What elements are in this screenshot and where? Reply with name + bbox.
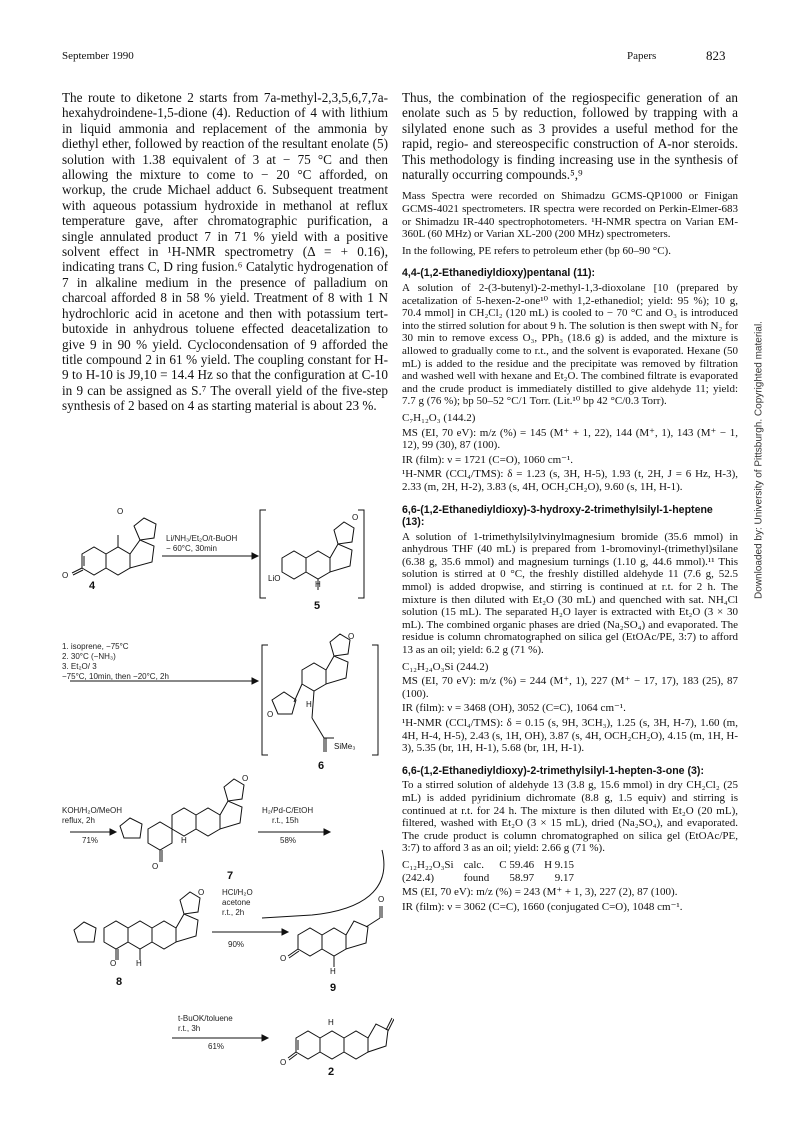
procedure-11: A solution of 2-(3-butenyl)-2-methyl-1,3-dioxolane [10 (prepared by acetalization of 5-hexen-2-one¹⁰ with 1,2-ethanediol; yield: 95 %); 10 g, 70.4 mmol] in CH₂Cl₂ (120 mL) is cooled to − 70 °C and O₃ is introduced into the stirred solution for about 9 h. The solution is then swept with N₂ for 30 min to remove excess O₃, PPh₃ (18.6 g) is added, and the mixture is allowed to gradually come to r.t., and the solvent is evaporated. Hexane (50 mL) is added to the residue and the precipitate was removed by filtration and washed well with hexane and Et₂O. The combined filtrate is evaporated and the crude product is immediately distilled to give aldehyde 11; yield: 7.7 g (76 %); bp 50–52 °C/1 Torr. (Lit.¹⁰ bp 42 °C/0.3 Torr). xyxy=(402,282,738,408)
arrowhead-4 xyxy=(324,829,330,835)
compound-4-label: 4 xyxy=(89,580,96,592)
reagent-step4b: r.t., 15h xyxy=(272,816,299,825)
yield-step3: 71% xyxy=(82,836,99,845)
right-column xyxy=(402,90,738,915)
anal-mw: (242.4) xyxy=(402,871,435,884)
c-calc: C 59.46 xyxy=(499,858,535,871)
yield-step6: 61% xyxy=(208,1042,225,1051)
download-watermark xyxy=(752,240,766,680)
section-heading-3: 6,6-(1,2-Ethanediyldioxy)-2-trimethylsilyl-1-hepten-3-one (3): xyxy=(402,764,704,777)
reagent-step2a: 1. isoprene, −75°C xyxy=(62,642,129,651)
o-label-7: O xyxy=(242,774,249,783)
conclusion-paragraph: Thus, the combination of the regiospecific generation of an enolate such as 5 by reduction, followed by trapping with a silylated enone such as 3 provides a useful method for the rapid, regio- and stereospecific construction of A-nor steroids. This methodology is finding increasing use in the synthesis of naturally occurring compounds.⁵,⁹ xyxy=(402,90,738,183)
h-label-5: H xyxy=(315,580,321,589)
o-label-8a: O xyxy=(198,888,205,897)
reagent-step5c: r.t., 2h xyxy=(222,908,245,917)
o-label-9b: O xyxy=(280,954,287,963)
reagent-step2d: −75°C, 10min, then −20°C, 2h xyxy=(62,672,169,681)
arrowhead-5 xyxy=(282,929,288,935)
arrowhead-1 xyxy=(252,553,258,559)
o-label-4a: O xyxy=(117,507,124,516)
reagent-step5b: acetone xyxy=(222,898,251,907)
structure-2 xyxy=(288,1018,394,1060)
yield-step4: 58% xyxy=(280,836,297,845)
procedure-3: To a stirred solution of aldehyde 13 (3.8 g, 15.6 mmol) in dry CH₂Cl₂ (25 mL) is added pyridinium dichromate (8.8 g, 1.5 equiv) and stirring is continued at r.t. for 24 h. The mixture is then diluted with Et₂O (20 mL), filtered, washed with Et₂O (3 × 15 mL), dried (Na₂SO₄), and evaporated. The crude product is column chromatographed on silica gel (EtOAc/PE, 3:7) to afford 3 as an oil; yield: 2.66 g (71 %). xyxy=(402,779,738,855)
reagent-step1: Li/NH₃/Et₂O/t-BuOH xyxy=(166,534,238,543)
procedure-13: A solution of 1-trimethylsilylvinylmagnesium bromide (35.6 mmol) in anhydrous THF (40 mL) is prepared from 1-bromovinyl-(trimethyl)silane (6.38 g, 35.6 mmol) and magnesium turnings (1.10 g, 44.6 mmol).¹¹ This solution is stirred at 0 °C, the freshly distilled aldehyde 11 (7.6 g, 52.5 mmol) is added dropwise, and stirring is continued at r.t. for 2 h. The mixture is then diluted with Et₂O (30 mL) and quenched with sat. NH₄Cl solution (15 mL). The separated H₂O layer is extracted with Et₂O (3 × 30 mL). The combined organic phases are dried (Na₂SO₄) and evaporated. The residue is column chromatographed on silica gel (EtOAc/PE, 3:7) to afford 13 as an oil; yield: 6.2 g (71 %). xyxy=(402,530,738,657)
o-label-6a: O xyxy=(348,632,355,641)
conditions-step1: − 60°C, 30min xyxy=(166,544,218,553)
nmr-13: ¹H-NMR (CCl₄/TMS): δ = 0.15 (s, 9H, 3CH₃), 1.25 (s, 3H, H-7), 1.60 (m, 4H, H-4, H-5), 2.43 (s, 1H, OH), 3.87 (s, 4H, OCH₂CH₂O), 4.15 (m, 1H, H-3), 5.35 (br, 1H, H-1), 5.68 (br, 1H, H-1). xyxy=(402,717,738,755)
page-number: 823 xyxy=(706,48,726,63)
reagent-step6b: r.t., 3h xyxy=(178,1024,201,1033)
structure-7 xyxy=(120,779,244,862)
anal-formula: C₁₂H₂₂O₃Si xyxy=(402,858,454,871)
compound-8-label: 8 xyxy=(116,976,123,988)
reagent-step3a: KOH/H₂O/MeOH xyxy=(62,806,122,815)
structure-8 xyxy=(74,892,200,960)
compound-6-label: 6 xyxy=(318,760,325,772)
elemental-analysis xyxy=(402,859,584,884)
found-label: found xyxy=(463,871,490,884)
o-label-6b: O xyxy=(267,710,274,719)
c-found: 58.97 xyxy=(509,871,535,884)
ir-11: IR (film): ν = 1721 (C=O), 1060 cm⁻¹. xyxy=(402,453,573,466)
discussion-paragraph: The route to diketone 2 starts from 7a-methyl-2,3,5,6,7,7a-hexahydroindene-1,5-dione (4). Reduction of 4 with lithium in liquid ammonia and replacement of the ammonia by diethyl ether, followed by reaction of the resultant enolate (5) solution with 1.38 equivalent of 3 at − 75 °C and then allowing the mixture to come to − 20 °C afforded, on workup, the crude Michael adduct 6. Subsequent treatment with aqueous potassium hydroxide in methanol at reflux temperature gave, after chromatographic purification, a single annulated product 7 in 71 % yield with a positive solvent effect in ¹H-NMR spectrometry (Δ = + 0.16), indicating trans C, D ring fusion.⁶ Catalytic hydrogenation of 7 in alkaline medium in the presence of palladium on charcoal afforded 8 in 58 % yield. Treatment of 8 with 1 N hydrochloric acid in acetone and then with potassium tert-butoxide in anhydrous toluene effected deacetalization to give 9 in 90 % yield. Cyclocondensation of 9 afforded the title compound 2 in 61 % yield. The coupling constant for H-9 to H-10 is J9,10 = 14.4 Hz so that the configuration at C-10 in 9 can be assigned as S.⁷ The overall yield of the five-step synthesis of 2 based on 4 as starting material is about 23 %. xyxy=(62,90,388,414)
scheme-drawing xyxy=(62,470,394,1080)
h-label-6: H xyxy=(306,700,312,709)
o-label-4b: O xyxy=(62,571,69,580)
calc-label: calc. xyxy=(463,858,485,871)
compound-2-label: 2 xyxy=(328,1066,335,1078)
formula-13: C₁₂H₂₄O₃Si (244.2) xyxy=(402,660,489,673)
ms-3: MS (EI, 70 eV): m/z (%) = 243 (M⁺ + 1, 3), 227 (2), 87 (100). xyxy=(402,886,678,899)
methods-paragraph: Mass Spectra were recorded on Shimadzu GCMS-QP1000 or Finigan GCMS-4021 spectrometers. IR spectra were recorded on Perkin-Elmer-683 or Shimadzu IR-440 spectrophotometers. ¹H-NMR spectra on Varian EM-360L (60 MHz) or Varian XL-200 (200 MHz) spectrometers. xyxy=(402,190,738,241)
ms-13: MS (EI, 70 eV): m/z (%) = 244 (M⁺, 1), 227 (M⁺ − 17, 17), 183 (25), 87 (100). xyxy=(402,675,738,700)
h-label-2: H xyxy=(328,1018,334,1027)
section-heading-11: 4,4-(1,2-Ethanediyldioxy)pentanal (11): xyxy=(402,267,596,280)
ms-11: MS (EI, 70 eV): m/z (%) = 145 (M⁺ + 1, 22), 144 (M⁺, 1), 143 (M⁺ − 1, 12), 99 (30), 87 (100). xyxy=(402,426,738,452)
arrow-curve xyxy=(262,850,384,918)
compound-9-label: 9 xyxy=(330,982,337,994)
reagent-step2b: 2. 30°C (−NH₃) xyxy=(62,652,116,661)
o-label-7b: O xyxy=(152,862,159,871)
structure-4 xyxy=(72,518,156,575)
pe-note: In the following, PE refers to petroleum ether (bp 60–90 °C). xyxy=(402,244,671,257)
ir-3: IR (film): ν = 3062 (C=C), 1660 (conjugated C=O), 1048 cm⁻¹. xyxy=(402,900,683,913)
arrowhead-2 xyxy=(252,678,258,684)
compound-7-label: 7 xyxy=(227,870,234,882)
reagent-step2c: 3. Et₂O/ 3 xyxy=(62,662,97,671)
h-label-7: H xyxy=(181,836,187,845)
section-heading-13: 6,6-(1,2-Ethanediyldioxy)-3-hydroxy-2-trimethylsilyl-1-heptene (13): xyxy=(402,503,713,529)
compound-5-label: 5 xyxy=(314,600,321,612)
reagent-step5a: HCl/H₂O xyxy=(222,888,253,897)
header-date: September 1990 xyxy=(62,50,134,62)
watermark-text: Downloaded by: University of Pittsburgh. Copyrighted material. xyxy=(753,321,765,599)
reaction-scheme xyxy=(62,470,394,1080)
o-label-2: O xyxy=(280,1058,287,1067)
h-label-8: H xyxy=(136,959,142,968)
reagent-step3b: reflux, 2h xyxy=(62,816,95,825)
o-label-5: O xyxy=(352,513,359,522)
h-found: 9.17 xyxy=(554,871,575,884)
ir-13: IR (film): ν = 3468 (OH), 3052 (C=C), 1064 cm⁻¹. xyxy=(402,702,626,715)
nmr-11: ¹H-NMR (CCl₄/TMS): δ = 1.23 (s, 3H, H-5), 1.93 (t, 2H, J = 6 Hz, H-3), 2.33 (m, 2H, H-2), 3.83 (s, 4H, OCH₂CH₂O), 9.60 (s, 1H, H-1). xyxy=(402,468,738,493)
lio-label: LiO xyxy=(268,574,281,583)
o-label-9a: O xyxy=(378,895,385,904)
h-label-9: H xyxy=(330,967,336,976)
o-label-8b: O xyxy=(110,959,117,968)
reagent-step6a: t-BuOK/toluene xyxy=(178,1014,233,1023)
yield-step5: 90% xyxy=(228,940,245,949)
reagent-step4a: H₂/Pd-C/EtOH xyxy=(262,806,314,815)
left-column xyxy=(62,90,388,414)
formula-11: C₇H₁₂O₃ (144.2) xyxy=(402,411,476,424)
arrowhead-6 xyxy=(262,1035,268,1041)
structure-6 xyxy=(272,634,350,752)
header-journal: Papers xyxy=(627,50,657,62)
arrowhead-3 xyxy=(110,829,116,835)
h-calc: H 9.15 xyxy=(544,858,575,871)
sime3-label: SiMe₃ xyxy=(334,742,356,751)
